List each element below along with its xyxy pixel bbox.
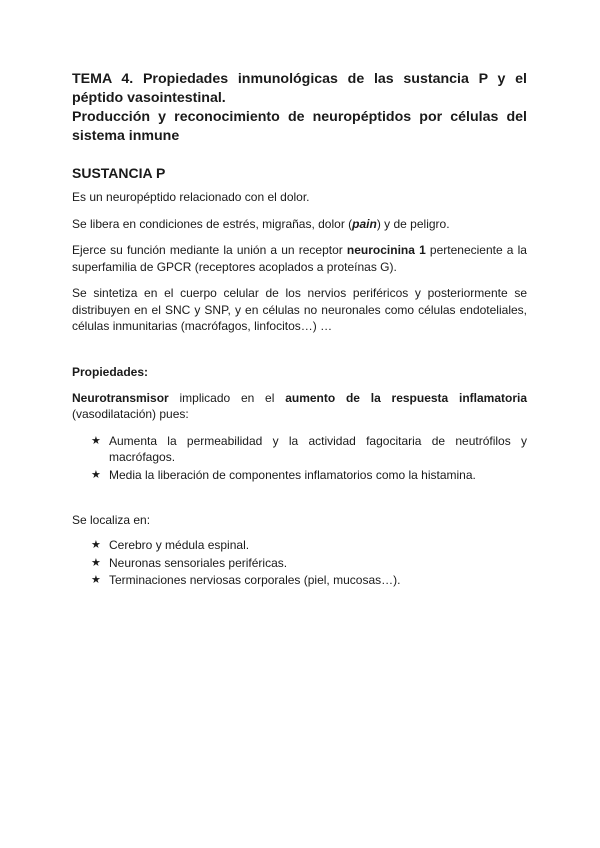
location-bullet-text: Terminaciones nerviosas corporales (piel, mucosas…). — [109, 573, 401, 587]
paragraph-definition: Es un neuropéptido relacionado con el dolor. — [72, 190, 310, 204]
paragraph-synthesis: Se sintetiza en el cuerpo celular de los nervios periféricos y posteriormente se distribuyen en el SNC y SNP, y en células no neuronales como células endoteliales, células inmunitarias (macrófagos, linfocitos…) … — [72, 286, 527, 333]
properties-intro-bold-inflamatoria: aumento de la respuesta inflamatoria — [285, 390, 528, 405]
paragraph-receptor — [72, 242, 527, 275]
paragraph-release-before: Se libera en condiciones de estrés, migrañas, dolor ( — [72, 216, 353, 231]
paragraph-release-emphasis: pain — [352, 216, 377, 231]
properties-bullet-list — [72, 433, 527, 484]
properties-intro-bold-neurotransmisor: Neurotransmisor — [72, 390, 169, 405]
list-item — [72, 467, 527, 484]
star-bullet-icon: ★ — [91, 433, 101, 447]
list-item — [72, 537, 527, 554]
paragraph-receptor-after: perteneciente a la superfamilia de GPCR (receptores acoplados a proteínas G). — [72, 243, 527, 274]
properties-intro-mid: implicado en el — [168, 390, 286, 405]
star-bullet-icon: ★ — [91, 555, 101, 569]
paragraph-release — [72, 216, 527, 233]
location-intro: Se localiza en: — [72, 513, 151, 527]
properties-intro-end: (vasodilatación) pues: — [72, 407, 189, 421]
properties-heading: Propiedades: — [72, 364, 149, 379]
star-bullet-icon: ★ — [91, 573, 101, 586]
properties-intro — [72, 390, 527, 423]
properties-bullet-text: Media la liberación de componentes inflamatorios como la histamina. — [109, 467, 476, 482]
list-item — [72, 555, 527, 572]
paragraph-release-after: ) y de peligro. — [376, 216, 450, 231]
list-item — [72, 572, 527, 589]
list-item — [72, 433, 527, 466]
star-bullet-icon: ★ — [91, 467, 101, 481]
location-bullet-text: Neuronas sensoriales periféricas. — [109, 555, 288, 570]
document-title-line1: TEMA 4. Propiedades inmunológicas de las sustancia P y el péptido vasointestinal. — [72, 71, 527, 106]
paragraph-receptor-bold: neurocinina 1 — [346, 243, 426, 257]
paragraph-receptor-before: Ejerce su función mediante la unión a un receptor — [72, 243, 347, 257]
document-title-line2: Producción y reconocimiento de neuropéptidos por células del sistema inmune — [72, 109, 527, 144]
section-heading-sustancia-p: SUSTANCIA P — [72, 165, 166, 181]
star-bullet-icon: ★ — [91, 538, 101, 551]
location-bullet-text: Cerebro y médula espinal. — [109, 538, 250, 552]
properties-bullet-text: Aumenta la permeabilidad y la actividad fagocitaria de neutrófilos y macrófagos. — [109, 433, 527, 464]
document-content — [72, 70, 527, 590]
location-bullet-list — [72, 537, 527, 589]
